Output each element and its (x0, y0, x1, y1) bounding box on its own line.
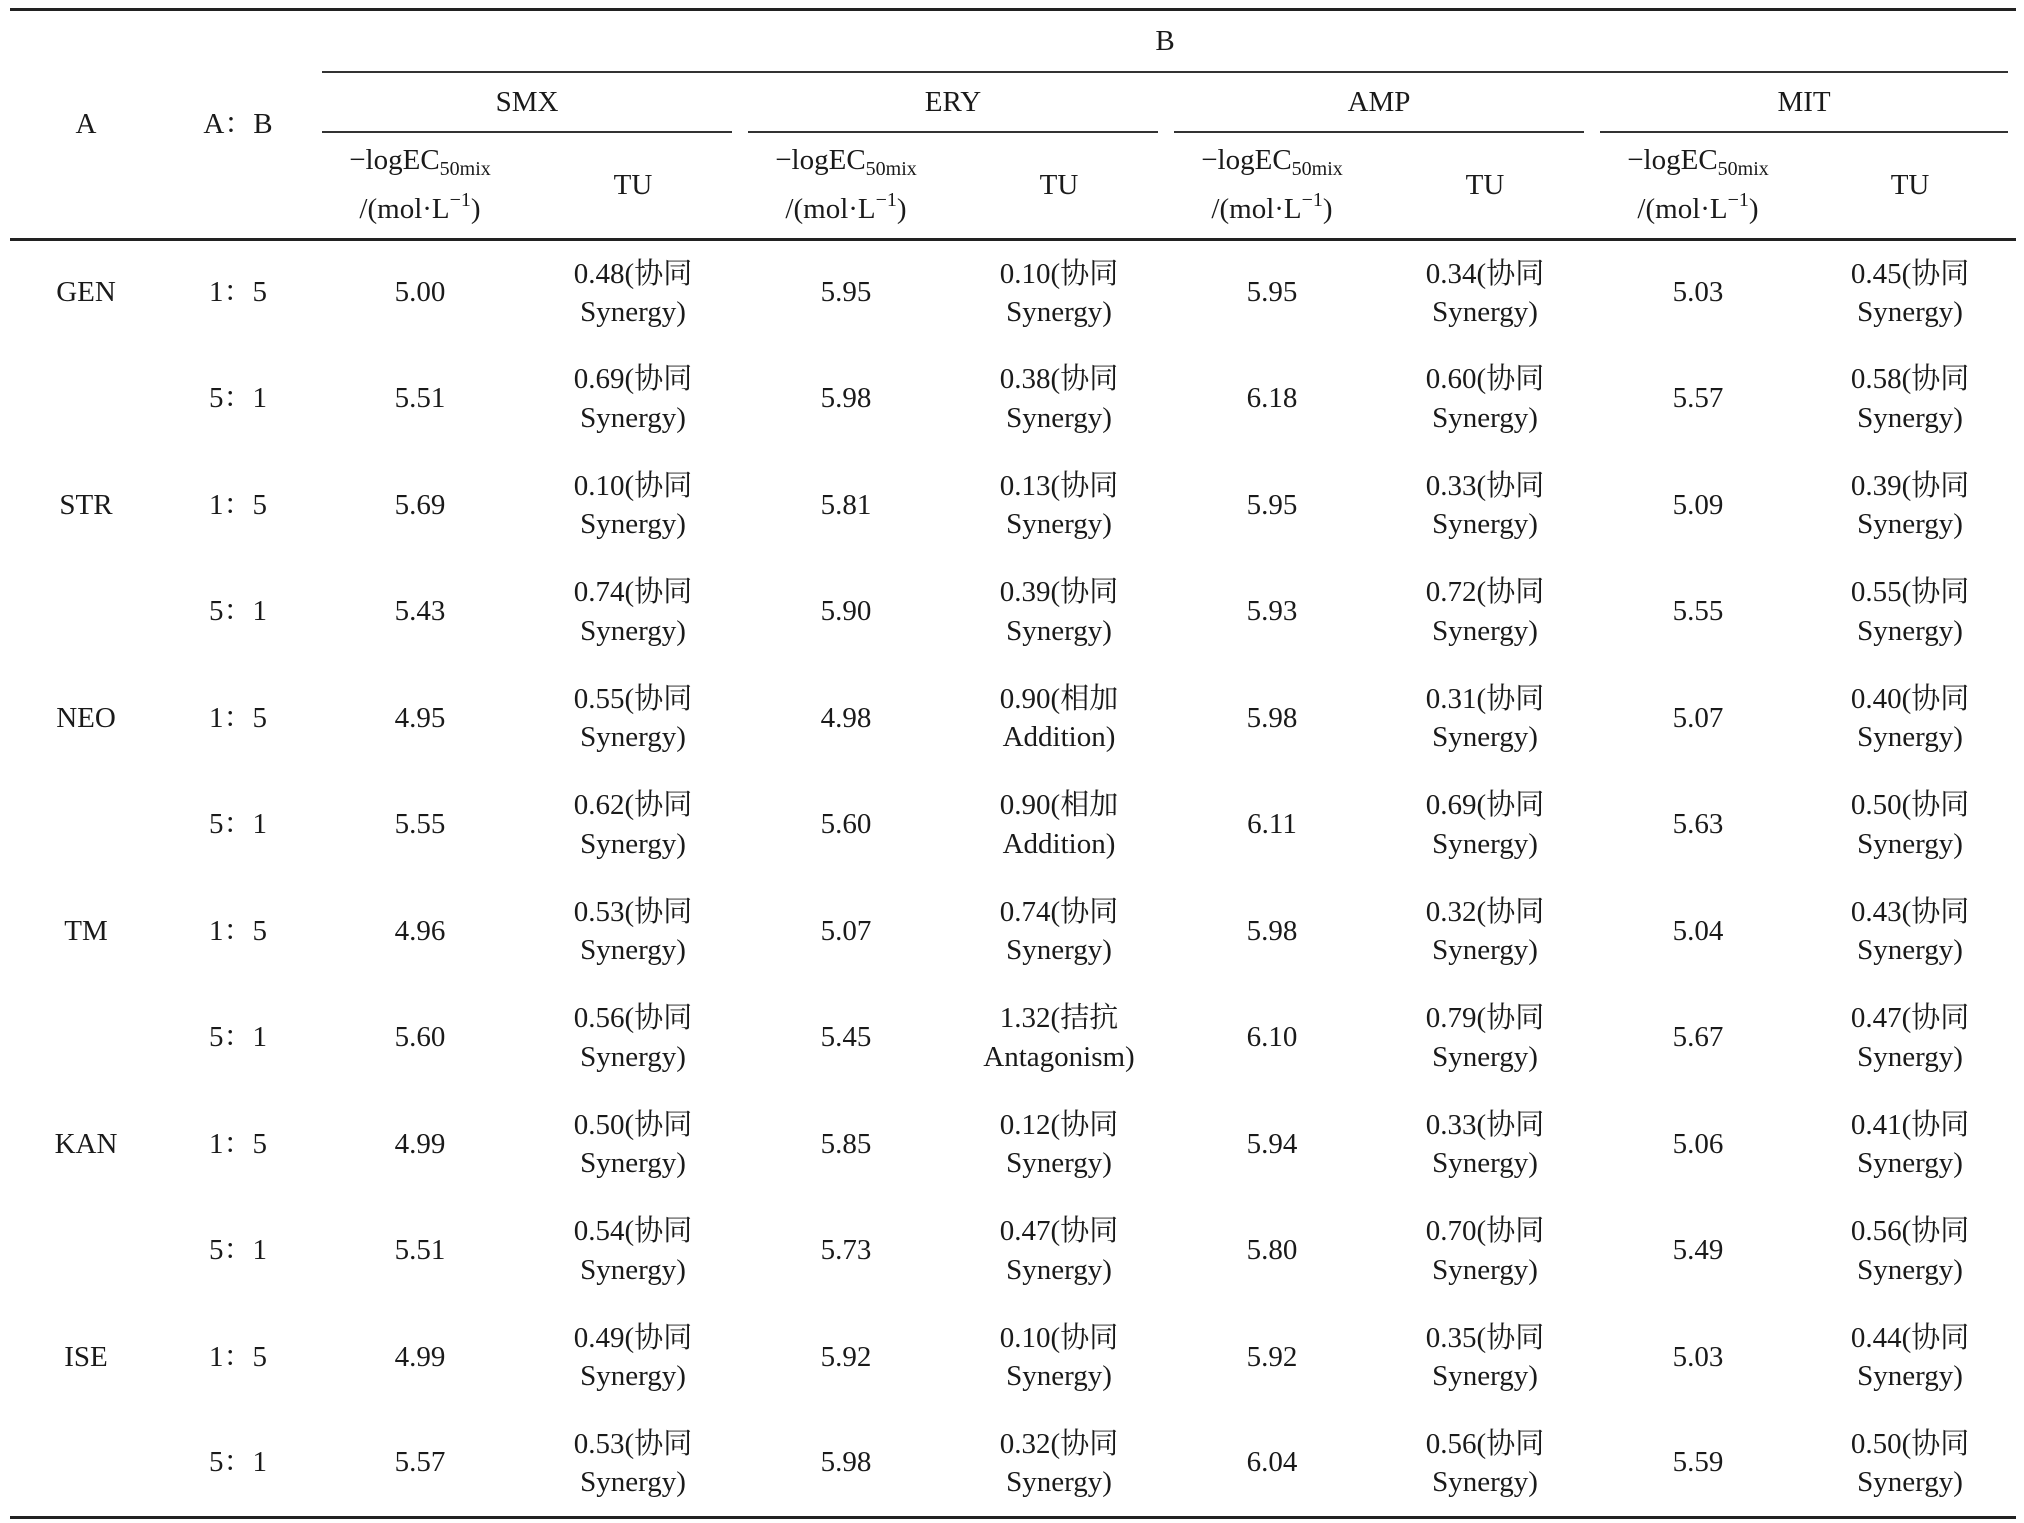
tu-value: 0.48(协同 (573, 257, 693, 290)
cell-tu (1804, 452, 2016, 559)
header-ratio: A：B (162, 10, 314, 240)
cell-ratio: 5：1 (208, 595, 267, 628)
tu-effect: Synergy) (580, 934, 686, 967)
cell-a (10, 985, 162, 1092)
tu-value: 0.55(协同 (573, 682, 693, 715)
cell-log-ec50: 4.98 (820, 701, 872, 734)
cell-tu (1804, 772, 2016, 879)
tu-value: 0.49(协同 (573, 1321, 693, 1354)
tu-value: 0.10(协同 (999, 1321, 1119, 1354)
cell-a: NEO (56, 701, 116, 734)
tu-effect: Synergy) (1432, 827, 1538, 860)
cell-tu (952, 1304, 1166, 1411)
cell-log-ec50: 5.57 (394, 1446, 446, 1479)
tu-value: 0.41(协同 (1850, 1108, 1970, 1141)
cell-tu (526, 239, 740, 346)
tu-effect: Synergy) (1432, 296, 1538, 328)
tu-effect: Synergy) (580, 827, 686, 860)
cell-log-ec50: 5.95 (1246, 488, 1298, 521)
tu-effect: Synergy) (1432, 401, 1538, 434)
toxicity-table (10, 8, 2016, 1519)
tu-effect: Synergy) (1006, 296, 1112, 328)
cell-tu (526, 346, 740, 453)
cell-tu (526, 559, 740, 666)
header-antibiotic-amp: AMP (1166, 73, 1592, 133)
cell-tu (526, 1198, 740, 1305)
cell-log-ec50: 5.94 (1246, 1127, 1298, 1160)
tu-value: 0.55(协同 (1850, 576, 1970, 609)
cell-log-ec50: 4.99 (394, 1340, 446, 1373)
table-row (10, 878, 2016, 985)
tu-value: 0.39(协同 (999, 576, 1119, 609)
cell-tu (1378, 1091, 1592, 1198)
tu-value: 0.69(协同 (1425, 789, 1545, 822)
tu-effect: Addition) (1002, 721, 1116, 754)
cell-log-ec50: 5.07 (820, 914, 872, 947)
tu-effect: Synergy) (1857, 1253, 1963, 1286)
tu-effect: Synergy) (1857, 721, 1963, 754)
cell-a: ISE (64, 1340, 108, 1373)
tu-value: 0.74(协同 (999, 895, 1119, 928)
tu-effect: Synergy) (580, 1040, 686, 1073)
tu-value: 0.53(协同 (573, 1427, 693, 1460)
tu-effect: Synergy) (580, 1147, 686, 1180)
cell-tu (1378, 665, 1592, 772)
cell-log-ec50: 6.10 (1246, 1021, 1298, 1054)
cell-ratio: 1：5 (208, 488, 267, 521)
tu-value: 0.10(协同 (999, 257, 1119, 290)
tu-effect: Synergy) (1006, 1360, 1112, 1393)
cell-tu (1804, 878, 2016, 985)
tu-value: 0.69(协同 (573, 363, 693, 396)
tu-value: 0.34(协同 (1425, 257, 1545, 290)
cell-log-ec50: 5.98 (820, 1446, 872, 1479)
table-row (10, 985, 2016, 1092)
header-log-ec50-0: −logEC$_{50mix}$ $/(mol\cdot L^{-1})$ (349, 144, 491, 226)
tu-value: 0.43(协同 (1850, 895, 1970, 928)
cell-a (10, 346, 162, 453)
cell-log-ec50: 5.09 (1672, 488, 1724, 521)
cell-log-ec50: 5.45 (820, 1021, 872, 1054)
tu-value: 0.53(协同 (573, 895, 693, 928)
tu-effect: Synergy) (1857, 1466, 1963, 1498)
cell-tu (1804, 1304, 2016, 1411)
cell-log-ec50: 5.55 (394, 808, 446, 841)
tu-value: 0.60(协同 (1425, 363, 1545, 396)
table-row (10, 239, 2016, 346)
cell-log-ec50: 5.06 (1672, 1127, 1724, 1160)
cell-tu (1378, 559, 1592, 666)
cell-tu (1804, 239, 2016, 346)
tu-value: 0.50(协同 (573, 1108, 693, 1141)
cell-tu (952, 452, 1166, 559)
tu-value: 0.40(协同 (1850, 682, 1970, 715)
cell-ratio: 1：5 (208, 1340, 267, 1373)
header-antibiotic-smx: SMX (314, 73, 740, 133)
table-row (10, 665, 2016, 772)
tu-value: 0.90(相加 (999, 789, 1119, 822)
cell-log-ec50: 5.51 (394, 1234, 446, 1267)
header-b-label: B (322, 11, 2008, 73)
cell-log-ec50: 5.49 (1672, 1234, 1724, 1267)
cell-a: TM (64, 914, 108, 947)
tu-value: 0.74(协同 (573, 576, 693, 609)
tu-effect: Synergy) (1006, 934, 1112, 967)
cell-log-ec50: 5.92 (820, 1340, 872, 1373)
cell-log-ec50: 5.63 (1672, 808, 1724, 841)
tu-value: 0.50(协同 (1850, 1427, 1970, 1460)
tu-effect: Synergy) (1857, 827, 1963, 860)
tu-value: 0.32(协同 (999, 1427, 1119, 1460)
tu-effect: Synergy) (580, 508, 686, 541)
tu-effect: Synergy) (580, 1360, 686, 1393)
table-row (10, 1411, 2016, 1518)
table-container (10, 8, 2016, 1519)
cell-tu (1804, 665, 2016, 772)
table-row (10, 559, 2016, 666)
header-log-ec50-1: −logEC$_{50mix}$ $/(mol\cdot L^{-1})$ (775, 144, 917, 226)
tu-effect: Synergy) (1432, 721, 1538, 754)
tu-value: 0.70(协同 (1425, 1215, 1545, 1248)
cell-ratio: 5：1 (208, 1446, 267, 1479)
tu-effect: Synergy) (1857, 614, 1963, 647)
cell-tu (1804, 1411, 2016, 1518)
tu-value: 0.62(协同 (573, 789, 693, 822)
tu-value: 0.79(协同 (1425, 1002, 1545, 1035)
table-row (10, 772, 2016, 879)
cell-log-ec50: 5.98 (1246, 914, 1298, 947)
tu-effect: Synergy) (580, 614, 686, 647)
cell-log-ec50: 5.60 (820, 808, 872, 841)
table-row (10, 1304, 2016, 1411)
tu-effect: Synergy) (1857, 934, 1963, 967)
tu-effect: Synergy) (1432, 934, 1538, 967)
tu-value: 0.50(协同 (1850, 789, 1970, 822)
tu-value: 0.39(协同 (1850, 469, 1970, 502)
cell-log-ec50: 5.81 (820, 488, 872, 521)
tu-effect: Antagonism) (983, 1040, 1135, 1073)
cell-log-ec50: 5.43 (394, 595, 446, 628)
cell-tu (1804, 1198, 2016, 1305)
header-tu-2: TU (1465, 168, 1505, 201)
tu-effect: Synergy) (580, 1466, 686, 1498)
cell-ratio: 5：1 (208, 382, 267, 415)
tu-effect: Synergy) (1857, 1040, 1963, 1073)
tu-value: 0.38(协同 (999, 363, 1119, 396)
table-row (10, 346, 2016, 453)
header-antibiotic-ery: ERY (740, 73, 1166, 133)
cell-log-ec50: 5.04 (1672, 914, 1724, 947)
cell-tu (952, 1091, 1166, 1198)
table-row (10, 1091, 2016, 1198)
cell-log-ec50: 4.99 (394, 1127, 446, 1160)
tu-effect: Synergy) (1857, 1147, 1963, 1180)
tu-effect: Synergy) (1432, 1253, 1538, 1286)
cell-log-ec50: 5.03 (1672, 276, 1724, 309)
tu-value: 0.72(协同 (1425, 576, 1545, 609)
tu-effect: Synergy) (580, 721, 686, 754)
cell-tu (526, 1091, 740, 1198)
cell-log-ec50: 6.04 (1246, 1446, 1298, 1479)
tu-value: 0.31(协同 (1425, 682, 1545, 715)
tu-value: 0.56(协同 (1425, 1427, 1545, 1460)
tu-value: 1.32(拮抗 (999, 1002, 1119, 1035)
tu-value: 0.12(协同 (999, 1108, 1119, 1141)
cell-a: GEN (56, 276, 116, 309)
cell-log-ec50: 5.03 (1672, 1340, 1724, 1373)
cell-ratio: 1：5 (208, 701, 267, 734)
cell-tu (952, 559, 1166, 666)
cell-log-ec50: 5.00 (394, 276, 446, 309)
cell-log-ec50: 6.11 (1247, 808, 1297, 841)
cell-log-ec50: 5.51 (394, 382, 446, 415)
cell-tu (1804, 346, 2016, 453)
cell-log-ec50: 5.67 (1672, 1021, 1724, 1054)
cell-ratio: 1：5 (208, 1127, 267, 1160)
cell-log-ec50: 5.55 (1672, 595, 1724, 628)
cell-a: STR (59, 488, 113, 521)
cell-log-ec50: 5.92 (1246, 1340, 1298, 1373)
tu-effect: Synergy) (1432, 1360, 1538, 1393)
cell-log-ec50: 6.18 (1246, 382, 1298, 415)
tu-value: 0.56(协同 (1850, 1215, 1970, 1248)
cell-ratio: 5：1 (208, 1234, 267, 1267)
cell-tu (526, 985, 740, 1092)
tu-effect: Synergy) (1432, 1040, 1538, 1073)
cell-tu (1804, 559, 2016, 666)
tu-value: 0.47(协同 (999, 1215, 1119, 1248)
cell-ratio: 1：5 (208, 914, 267, 947)
cell-log-ec50: 5.73 (820, 1234, 872, 1267)
cell-tu (1378, 346, 1592, 453)
tu-effect: Synergy) (1006, 1253, 1112, 1286)
cell-tu (1804, 985, 2016, 1092)
cell-log-ec50: 4.96 (394, 914, 446, 947)
cell-log-ec50: 5.95 (820, 276, 872, 309)
tu-value: 0.33(协同 (1425, 1108, 1545, 1141)
cell-tu (952, 1411, 1166, 1518)
tu-value: 0.54(协同 (573, 1215, 693, 1248)
cell-log-ec50: 5.93 (1246, 595, 1298, 628)
header-tu-0: TU (613, 168, 653, 201)
header-group-b (314, 10, 2016, 74)
cell-tu (1378, 1304, 1592, 1411)
cell-log-ec50: 5.07 (1672, 701, 1724, 734)
tu-effect: Synergy) (580, 401, 686, 434)
cell-tu (952, 665, 1166, 772)
header-log-ec50-2: −logEC$_{50mix}$ $/(mol\cdot L^{-1})$ (1201, 144, 1343, 226)
cell-tu (526, 878, 740, 985)
header-tu-1: TU (1039, 168, 1079, 201)
cell-ratio: 1：5 (208, 276, 267, 309)
table-body (10, 239, 2016, 1517)
tu-value: 0.90(相加 (999, 682, 1119, 715)
table-row (10, 1198, 2016, 1305)
cell-tu (1378, 1198, 1592, 1305)
table-row (10, 452, 2016, 559)
tu-effect: Synergy) (1432, 614, 1538, 647)
cell-tu (952, 985, 1166, 1092)
cell-log-ec50: 5.98 (1246, 701, 1298, 734)
tu-effect: Synergy) (1006, 1147, 1112, 1180)
tu-value: 0.56(协同 (573, 1002, 693, 1035)
tu-effect: Synergy) (1432, 1147, 1538, 1180)
cell-tu (1378, 772, 1592, 879)
tu-effect: Synergy) (1857, 296, 1963, 328)
tu-value: 0.32(协同 (1425, 895, 1545, 928)
cell-tu (526, 452, 740, 559)
cell-tu (526, 1411, 740, 1518)
tu-value: 0.35(协同 (1425, 1321, 1545, 1354)
tu-value: 0.13(协同 (999, 469, 1119, 502)
cell-log-ec50: 4.95 (394, 701, 446, 734)
cell-log-ec50: 5.80 (1246, 1234, 1298, 1267)
cell-tu (526, 665, 740, 772)
tu-value: 0.45(协同 (1850, 257, 1970, 290)
tu-effect: Synergy) (1006, 508, 1112, 541)
cell-log-ec50: 5.98 (820, 382, 872, 415)
cell-tu (526, 1304, 740, 1411)
tu-value: 0.33(协同 (1425, 469, 1545, 502)
cell-log-ec50: 5.57 (1672, 382, 1724, 415)
cell-log-ec50: 5.85 (820, 1127, 872, 1160)
tu-effect: Synergy) (1006, 614, 1112, 647)
tu-value: 0.10(协同 (573, 469, 693, 502)
header-tu-3: TU (1890, 168, 1930, 201)
tu-effect: Synergy) (580, 1253, 686, 1286)
tu-effect: Addition) (1002, 827, 1116, 860)
tu-value: 0.58(协同 (1850, 363, 1970, 396)
header-row-1 (10, 10, 2016, 74)
cell-log-ec50: 5.60 (394, 1021, 446, 1054)
cell-tu (1804, 1091, 2016, 1198)
header-log-ec50-3: −logEC$_{50mix}$ $/(mol\cdot L^{-1})$ (1627, 144, 1769, 226)
tu-effect: Synergy) (1857, 401, 1963, 434)
tu-effect: Synergy) (1432, 508, 1538, 541)
cell-tu (1378, 1411, 1592, 1518)
tu-value: 0.44(协同 (1850, 1321, 1970, 1354)
header-a: A (10, 10, 162, 240)
cell-tu (952, 239, 1166, 346)
cell-tu (952, 1198, 1166, 1305)
cell-tu (952, 878, 1166, 985)
tu-effect: Synergy) (1006, 1466, 1112, 1498)
table-header (10, 10, 2016, 240)
cell-log-ec50: 5.59 (1672, 1446, 1724, 1479)
cell-tu (952, 772, 1166, 879)
cell-log-ec50: 5.69 (394, 488, 446, 521)
cell-tu (1378, 452, 1592, 559)
cell-ratio: 5：1 (208, 808, 267, 841)
tu-effect: Synergy) (1857, 508, 1963, 541)
cell-a: KAN (54, 1127, 118, 1160)
cell-a (10, 772, 162, 879)
tu-effect: Synergy) (1432, 1466, 1538, 1498)
cell-a (10, 559, 162, 666)
cell-tu (1378, 878, 1592, 985)
tu-effect: Synergy) (1857, 1360, 1963, 1393)
cell-a (10, 1198, 162, 1305)
cell-log-ec50: 5.95 (1246, 276, 1298, 309)
cell-log-ec50: 5.90 (820, 595, 872, 628)
tu-value: 0.47(协同 (1850, 1002, 1970, 1035)
tu-effect: Synergy) (1006, 401, 1112, 434)
cell-tu (526, 772, 740, 879)
tu-effect: Synergy) (580, 296, 686, 328)
cell-ratio: 5：1 (208, 1021, 267, 1054)
header-antibiotic-mit: MIT (1592, 73, 2016, 133)
cell-tu (1378, 239, 1592, 346)
cell-tu (952, 346, 1166, 453)
cell-tu (1378, 985, 1592, 1092)
cell-a (10, 1411, 162, 1518)
